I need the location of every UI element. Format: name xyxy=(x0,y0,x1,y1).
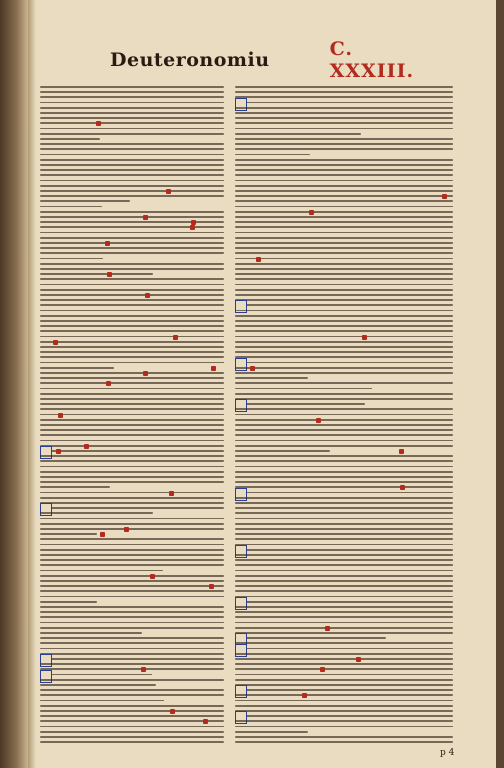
text-line xyxy=(40,96,224,98)
page-gutter xyxy=(28,0,36,768)
text-line xyxy=(40,351,224,353)
text-line xyxy=(40,663,224,665)
chapter-number: C. XXXIII. xyxy=(329,38,415,82)
lombard-initial xyxy=(235,98,247,111)
bible-text-right xyxy=(235,150,347,370)
rubric-mark xyxy=(209,584,214,589)
rubric-mark xyxy=(399,449,404,454)
text-line xyxy=(235,648,453,650)
lombard-initial xyxy=(40,446,52,459)
running-title: Deuteronomiu xyxy=(110,49,270,71)
text-line xyxy=(40,601,97,603)
text-line xyxy=(235,434,453,436)
text-line xyxy=(235,492,453,494)
text-line xyxy=(40,476,224,478)
text-line xyxy=(235,455,453,457)
rubric-mark xyxy=(53,340,58,345)
text-line xyxy=(40,91,224,93)
text-line xyxy=(235,705,453,707)
right-page-edge xyxy=(496,0,504,768)
text-line xyxy=(235,471,453,473)
text-line xyxy=(235,596,453,598)
text-line xyxy=(235,694,453,696)
text-line xyxy=(235,611,453,613)
text-line xyxy=(235,388,372,390)
text-line xyxy=(235,580,453,582)
rubric-mark xyxy=(96,121,101,126)
text-line xyxy=(40,346,224,348)
text-line xyxy=(40,507,224,509)
lombard-initial xyxy=(235,711,247,724)
text-line xyxy=(40,367,114,369)
text-line xyxy=(40,544,224,546)
text-line xyxy=(40,122,224,124)
lombard-initial xyxy=(235,545,247,558)
text-line xyxy=(40,341,224,343)
text-line xyxy=(235,450,330,452)
text-line xyxy=(235,102,453,104)
text-line xyxy=(235,533,453,535)
text-line xyxy=(40,616,224,618)
text-line xyxy=(40,414,224,416)
rubric-mark xyxy=(150,574,155,579)
text-line xyxy=(235,637,386,639)
rubric-mark xyxy=(203,719,208,724)
text-line xyxy=(235,86,453,88)
text-line xyxy=(40,429,224,431)
text-line xyxy=(40,658,224,660)
text-line xyxy=(235,549,453,551)
text-line xyxy=(40,606,224,608)
text-line xyxy=(235,700,453,702)
text-line xyxy=(40,684,156,686)
text-line xyxy=(40,564,224,566)
text-line xyxy=(40,440,224,442)
text-line xyxy=(235,538,453,540)
text-line xyxy=(40,653,224,655)
text-line xyxy=(235,107,453,109)
text-line xyxy=(235,575,453,577)
text-line xyxy=(40,143,224,145)
text-line xyxy=(40,570,163,572)
text-line xyxy=(40,580,224,582)
text-line xyxy=(235,117,453,119)
text-line xyxy=(40,460,224,462)
text-line xyxy=(235,440,453,442)
text-line xyxy=(40,398,224,400)
text-line xyxy=(40,715,224,717)
text-line xyxy=(235,528,453,530)
text-line xyxy=(235,486,453,488)
text-line xyxy=(40,559,224,561)
text-line xyxy=(40,736,224,738)
text-line xyxy=(40,497,224,499)
text-line xyxy=(40,538,224,540)
text-line xyxy=(235,710,453,712)
rubric-mark xyxy=(170,709,175,714)
text-line xyxy=(235,445,453,447)
text-line xyxy=(40,486,110,488)
text-line xyxy=(40,554,224,556)
lombard-initial xyxy=(235,488,247,501)
text-line xyxy=(235,606,453,608)
text-line xyxy=(40,596,224,598)
text-line xyxy=(235,554,453,556)
text-line xyxy=(235,559,453,561)
rubric-mark xyxy=(141,667,146,672)
text-line xyxy=(235,642,453,644)
text-line xyxy=(235,497,453,499)
text-line xyxy=(235,632,453,634)
text-line xyxy=(235,523,453,525)
text-line xyxy=(235,419,453,421)
text-line xyxy=(235,590,453,592)
text-line xyxy=(40,117,224,119)
rubric-mark xyxy=(316,418,321,423)
text-line xyxy=(40,455,224,457)
rubric-mark xyxy=(400,485,405,490)
text-line xyxy=(40,694,224,696)
text-line xyxy=(235,122,453,124)
text-line xyxy=(235,684,453,686)
text-line xyxy=(235,502,453,504)
text-line xyxy=(235,408,453,410)
text-line xyxy=(40,502,224,504)
text-line xyxy=(40,102,224,104)
rubric-mark xyxy=(211,366,216,371)
text-line xyxy=(235,466,453,468)
text-line xyxy=(235,601,453,603)
rubric-mark xyxy=(56,449,61,454)
text-line xyxy=(235,653,453,655)
text-line xyxy=(235,658,453,660)
text-line xyxy=(40,720,224,722)
rubric-mark xyxy=(100,532,105,537)
text-line xyxy=(40,403,224,405)
text-line xyxy=(235,398,453,400)
rubric-mark xyxy=(325,626,330,631)
text-line xyxy=(40,585,224,587)
rubric-mark xyxy=(105,241,110,246)
text-line xyxy=(235,393,453,395)
text-line xyxy=(40,206,102,208)
text-line xyxy=(235,424,453,426)
text-line xyxy=(235,715,453,717)
text-line xyxy=(235,731,308,733)
text-line xyxy=(235,679,453,681)
text-line xyxy=(235,476,453,478)
text-line xyxy=(40,627,224,629)
text-line xyxy=(235,507,453,509)
text-line xyxy=(235,512,453,514)
text-line xyxy=(235,726,453,728)
running-head xyxy=(110,38,440,82)
text-line xyxy=(235,741,453,743)
text-line xyxy=(40,112,224,114)
text-line xyxy=(40,200,130,202)
text-line xyxy=(235,689,453,691)
text-line xyxy=(40,622,224,624)
text-line xyxy=(235,91,453,93)
text-line xyxy=(40,523,224,525)
text-line xyxy=(40,611,224,613)
text-line xyxy=(40,549,224,551)
text-line xyxy=(40,408,224,410)
text-line xyxy=(235,564,453,566)
rubric-mark xyxy=(302,693,307,698)
text-line xyxy=(40,377,224,379)
rubric-mark xyxy=(124,527,129,532)
text-line xyxy=(40,679,224,681)
text-line xyxy=(40,445,224,447)
rubric-mark xyxy=(356,657,361,662)
lombard-initial xyxy=(235,597,247,610)
rubric-mark xyxy=(320,667,325,672)
text-line xyxy=(40,372,224,374)
text-line xyxy=(40,382,224,384)
text-line xyxy=(40,668,224,670)
text-line xyxy=(40,642,224,644)
text-line xyxy=(40,528,224,530)
text-line xyxy=(40,731,224,733)
text-line xyxy=(235,429,453,431)
text-line xyxy=(235,382,453,384)
text-line xyxy=(235,627,453,629)
text-line xyxy=(40,356,224,358)
text-line xyxy=(235,720,453,722)
text-line xyxy=(40,466,224,468)
text-line xyxy=(40,700,164,702)
lombard-initial xyxy=(235,644,247,657)
rubric-mark xyxy=(106,381,111,386)
text-line xyxy=(40,632,142,634)
rubric-mark xyxy=(169,491,174,496)
text-line xyxy=(40,258,103,260)
marginal-gloss-column xyxy=(358,130,458,380)
text-line xyxy=(40,674,152,676)
rubric-mark xyxy=(143,371,148,376)
lombard-initial xyxy=(235,685,247,698)
text-line xyxy=(235,112,453,114)
text-line xyxy=(235,570,453,572)
text-line xyxy=(235,403,365,405)
text-line xyxy=(235,663,453,665)
text-line xyxy=(235,622,453,624)
text-line xyxy=(40,481,224,483)
text-line xyxy=(40,434,224,436)
text-line xyxy=(235,460,453,462)
text-line xyxy=(40,362,224,364)
lombard-initial xyxy=(40,503,52,516)
text-line xyxy=(235,616,453,618)
text-line xyxy=(235,518,453,520)
text-line xyxy=(235,585,453,587)
signature-mark: p 4 xyxy=(440,748,455,758)
text-line xyxy=(40,689,224,691)
text-line xyxy=(40,128,224,130)
text-line xyxy=(40,533,97,535)
text-line xyxy=(40,388,224,390)
book-spine xyxy=(0,0,28,768)
lombard-initial xyxy=(40,670,52,683)
text-line xyxy=(40,637,224,639)
text-line xyxy=(40,726,224,728)
text-line xyxy=(40,705,224,707)
text-line xyxy=(40,590,224,592)
text-line xyxy=(40,492,224,494)
lombard-initial xyxy=(235,399,247,412)
text-line xyxy=(40,393,224,395)
text-line xyxy=(40,512,153,514)
rubric-mark xyxy=(84,444,89,449)
text-line xyxy=(40,419,224,421)
text-line xyxy=(235,414,453,416)
text-line xyxy=(235,736,453,738)
text-line xyxy=(40,424,224,426)
text-line xyxy=(235,668,453,670)
lombard-initial xyxy=(40,654,52,667)
text-line xyxy=(235,96,453,98)
text-line xyxy=(40,107,224,109)
text-line xyxy=(235,544,453,546)
text-line xyxy=(40,648,224,650)
text-line xyxy=(235,481,453,483)
text-line xyxy=(235,674,453,676)
bible-text-left xyxy=(118,150,230,340)
text-line xyxy=(235,133,361,135)
text-line xyxy=(40,518,224,520)
text-line xyxy=(40,450,224,452)
text-line xyxy=(40,575,224,577)
text-line xyxy=(40,741,224,743)
rubric-mark xyxy=(58,413,63,418)
text-line xyxy=(235,377,308,379)
text-line xyxy=(40,133,224,135)
rubric-mark xyxy=(107,272,112,277)
text-line xyxy=(40,710,224,712)
text-line xyxy=(40,86,224,88)
text-line xyxy=(40,471,224,473)
text-line xyxy=(40,138,100,140)
